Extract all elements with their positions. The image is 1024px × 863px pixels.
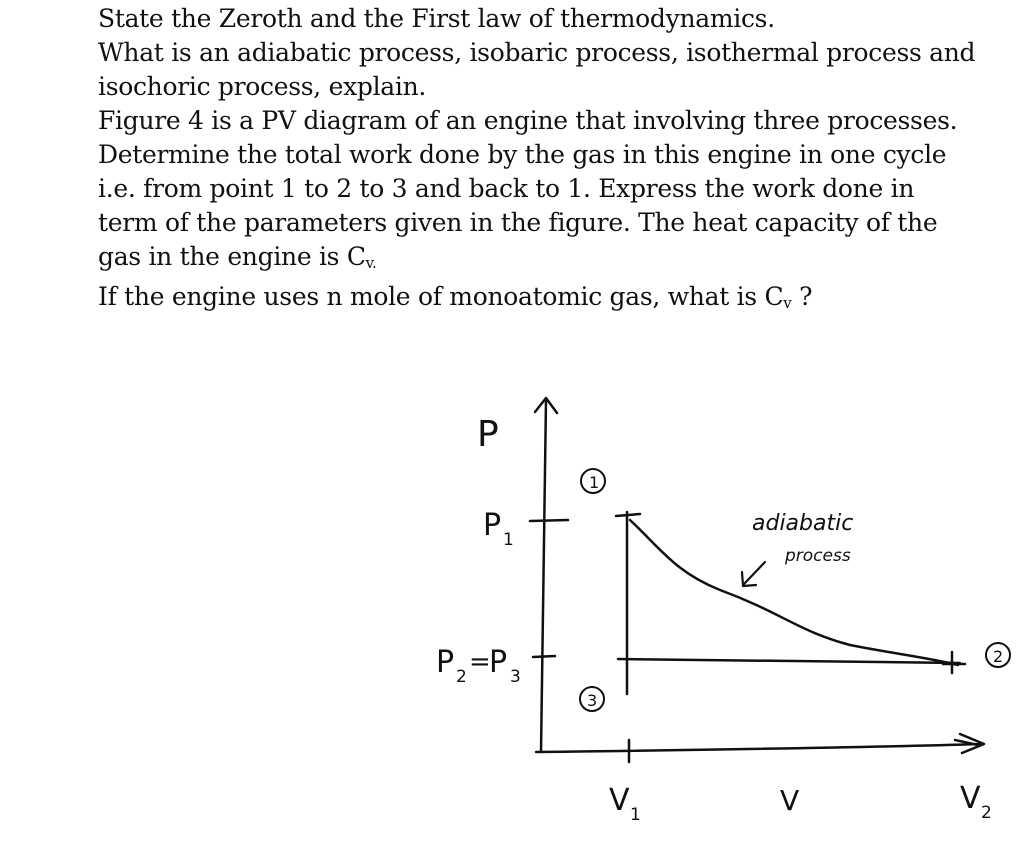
- p1-subscript: 1: [503, 530, 514, 550]
- p3-subscript: 3: [510, 667, 521, 687]
- p1-tick: [530, 520, 568, 521]
- isobaric-line-2-to-3: [618, 659, 960, 663]
- v2-subscript: 2: [981, 803, 992, 823]
- cv-subscript: v: [783, 294, 792, 312]
- annotation-adiabatic: adiabatic: [752, 511, 854, 536]
- question-line-4: Figure 4 is a PV diagram of an engine that involving three processes.: [98, 106, 958, 135]
- equals-sign: =: [469, 647, 491, 677]
- pressure-axis: [541, 400, 546, 752]
- question-line-9-suffix: ?: [791, 282, 813, 311]
- volume-axis-label: V: [780, 784, 800, 817]
- p23-tick: [533, 656, 555, 657]
- adiabatic-curve-1-to-2: [630, 520, 958, 665]
- p1-label: P: [483, 508, 502, 543]
- volume-axis: [536, 744, 982, 752]
- v1-label: V: [609, 783, 630, 818]
- point-3-label: 3: [587, 691, 598, 710]
- question-line-8-text: gas in the engine is C: [98, 242, 366, 271]
- v1-subscript: 1: [630, 805, 641, 825]
- point-1-label: 1: [589, 473, 600, 492]
- question-line-6: i.e. from point 1 to 2 to 3 and back to 1. Express the work done in: [98, 174, 915, 203]
- pressure-axis-label: P: [477, 414, 499, 455]
- p2-label: P: [436, 645, 455, 680]
- point-1-cross: [616, 514, 640, 516]
- cv-subscript: v.: [365, 254, 377, 272]
- annotation-process: process: [785, 546, 851, 566]
- annotation-arrow: [744, 562, 765, 584]
- question-line-2: What is an adiabatic process, isobaric process, isothermal process and: [98, 38, 976, 67]
- v2-label: V: [960, 781, 981, 816]
- point-2-label: 2: [993, 647, 1004, 666]
- question-line-1: State the Zeroth and the First law of thermodynamics.: [98, 4, 775, 33]
- p3-label: P: [489, 645, 508, 680]
- question-line-5: Determine the total work done by the gas in this engine in one cycle: [98, 140, 947, 169]
- p2-subscript: 2: [456, 667, 467, 687]
- question-line-3: isochoric process, explain.: [98, 72, 427, 101]
- question-line-7: term of the parameters given in the figure. The heat capacity of the: [98, 208, 938, 237]
- question-line-9-text: If the engine uses n mole of monoatomic gas, what is C: [98, 282, 784, 311]
